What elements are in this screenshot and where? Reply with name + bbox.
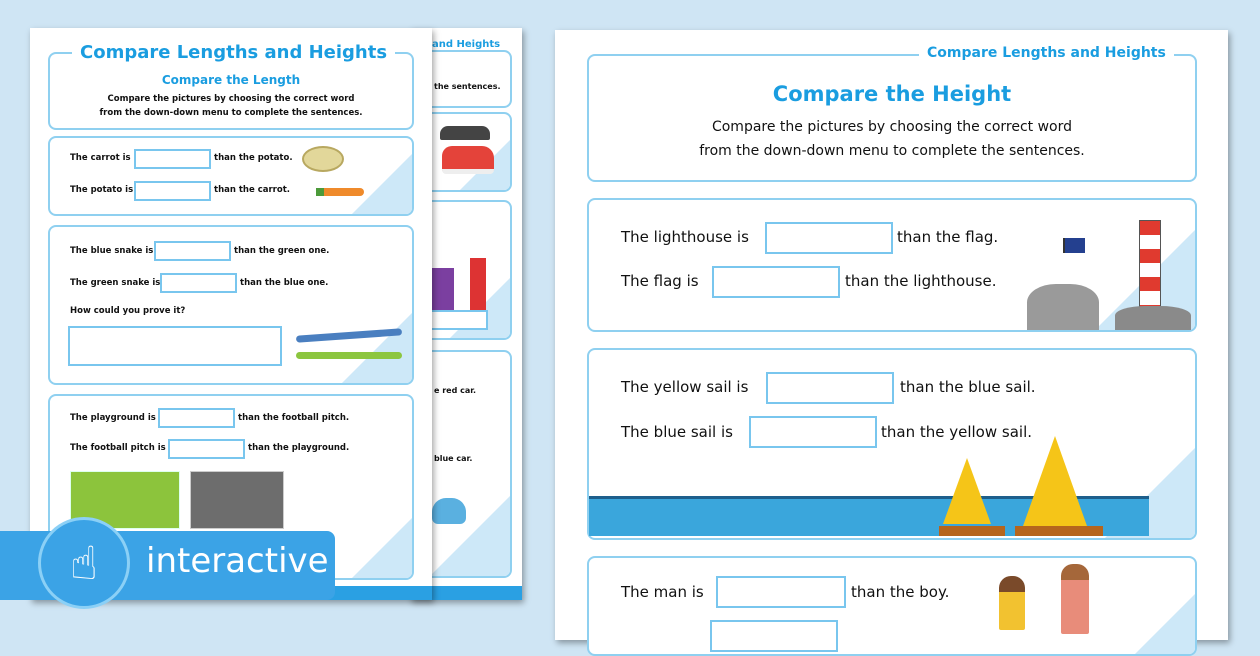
question-text: How could you prove it? xyxy=(70,306,186,316)
boy-image xyxy=(999,576,1025,630)
right-title: Compare the Height xyxy=(772,82,1012,106)
sneaker-image xyxy=(440,126,490,140)
back-sentence-fragment-1: e red car. xyxy=(434,386,477,395)
sentence-text: The yellow sail is xyxy=(621,378,749,396)
rock-image xyxy=(1027,284,1099,330)
lighthouse-section xyxy=(587,198,1197,332)
boat-hull xyxy=(1015,526,1103,536)
sentence-text: than the green one. xyxy=(234,246,330,256)
interactive-label: interactive xyxy=(146,541,329,581)
left-header: Compare Lengths and Heights xyxy=(72,42,395,63)
potato-image xyxy=(302,146,344,172)
sentence-text: The green snake is xyxy=(70,278,161,288)
answer-dropdown[interactable] xyxy=(765,222,893,254)
back-instruction-fragment: the sentences. xyxy=(434,82,501,91)
answer-dropdown[interactable] xyxy=(134,181,211,201)
left-instruction-line: from the down-down menu to complete the sentences. xyxy=(99,108,363,118)
tap-hand-icon: ☝ xyxy=(38,517,130,609)
right-instruction-line: from the down-down menu to complete the sentences. xyxy=(699,143,1085,159)
sentence-text: than the potato. xyxy=(214,153,293,163)
answer-dropdown[interactable] xyxy=(749,416,877,448)
sentence-text: The blue sail is xyxy=(621,423,733,441)
answer-dropdown[interactable] xyxy=(160,273,237,293)
sentence-text: The football pitch is xyxy=(70,443,166,453)
large-yellow-sail xyxy=(1023,436,1087,526)
sentence-text: The man is xyxy=(621,583,704,601)
sentence-text: than the blue one. xyxy=(240,278,329,288)
lighthouse-image xyxy=(1139,220,1161,320)
blue-car-image xyxy=(432,498,466,524)
sentence-text: The carrot is xyxy=(70,153,131,163)
sentence-text: The potato is xyxy=(70,185,134,195)
green-snake-image xyxy=(296,352,402,359)
boat-hull xyxy=(939,526,1005,536)
answer-dropdown[interactable] xyxy=(168,439,245,459)
answer-dropdown[interactable] xyxy=(716,576,846,608)
answer-dropdown[interactable] xyxy=(158,408,235,428)
back-sentence-fragment-2: blue car. xyxy=(434,454,473,463)
answer-dropdown[interactable] xyxy=(134,149,211,169)
playground-image xyxy=(190,471,284,529)
right-header: Compare Lengths and Heights xyxy=(919,45,1174,61)
left-worksheet-page xyxy=(30,28,432,600)
back-header-fragment: and Heights xyxy=(432,39,501,50)
sentence-text: The playground is xyxy=(70,413,156,423)
sentence-text: The flag is xyxy=(621,272,699,290)
flag-image xyxy=(1063,238,1085,253)
answer-dropdown[interactable] xyxy=(154,241,231,261)
man-boy-section xyxy=(587,556,1197,656)
sentence-text: than the football pitch. xyxy=(238,413,350,423)
small-yellow-sail xyxy=(943,458,991,524)
sentence-text: than the blue sail. xyxy=(900,378,1036,396)
answer-dropdown[interactable] xyxy=(712,266,840,298)
carrot-potato-section xyxy=(48,136,414,216)
sentence-text: The blue snake is xyxy=(70,246,154,256)
left-instruction-line: Compare the pictures by choosing the correct word xyxy=(107,94,355,104)
answer-dropdown[interactable] xyxy=(766,372,894,404)
sentence-text: The lighthouse is xyxy=(621,228,749,246)
left-subtitle: Compare the Length xyxy=(161,73,301,87)
answer-dropdown[interactable] xyxy=(710,620,838,652)
right-worksheet-page xyxy=(555,30,1228,640)
sentence-text: than the flag. xyxy=(897,228,999,246)
right-instruction-line: Compare the pictures by choosing the correct word xyxy=(711,119,1073,135)
sentence-text: than the lighthouse. xyxy=(845,272,997,290)
red-shoe-image xyxy=(442,146,494,174)
sentence-text: than the carrot. xyxy=(214,185,290,195)
sentence-text: than the boy. xyxy=(851,583,950,601)
man-image xyxy=(1061,564,1089,634)
sentence-text: than the yellow sail. xyxy=(881,423,1033,441)
carrot-image xyxy=(316,188,364,196)
proof-text-box[interactable] xyxy=(68,326,282,366)
sentence-text: than the playground. xyxy=(248,443,350,453)
